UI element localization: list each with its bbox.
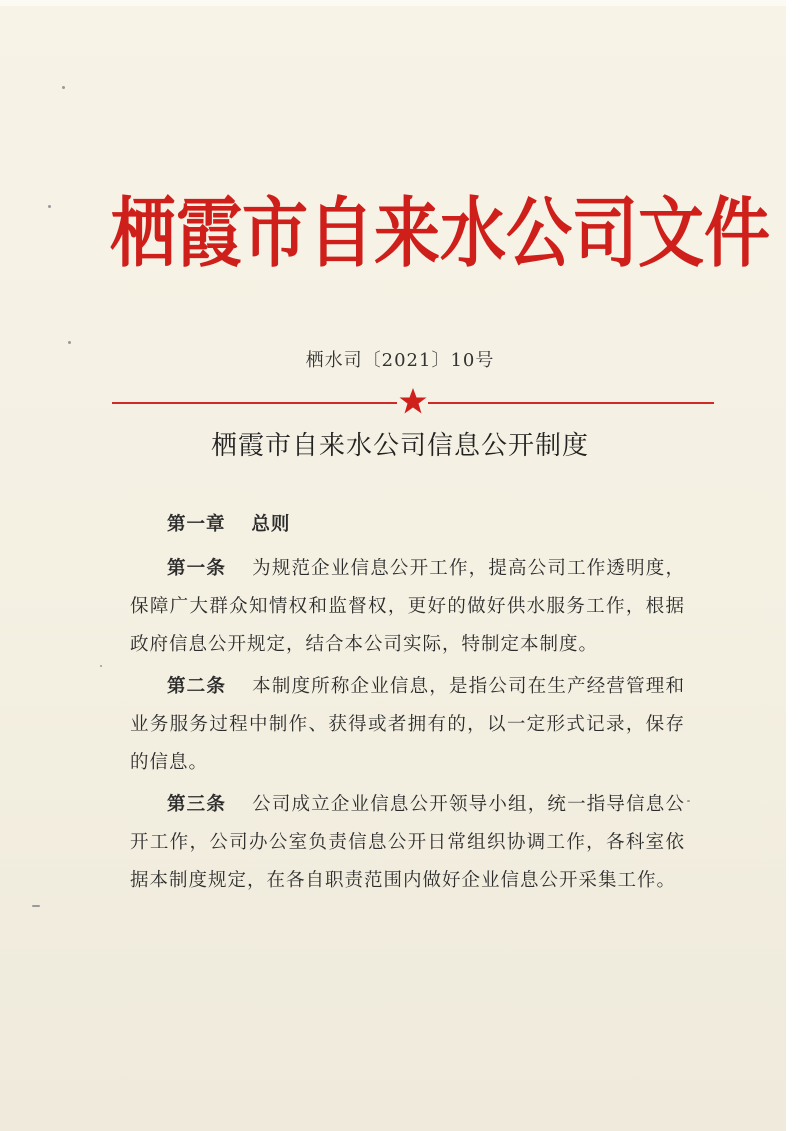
- scan-speck: [687, 800, 690, 802]
- chapter-heading: [130, 506, 685, 544]
- scan-speck: [100, 665, 102, 667]
- article-paragraph: [130, 786, 685, 900]
- article-text: 公司成立企业信息公开领导小组，统一指导信息公开工作，公司办公室负责信息公开日常组织协调工作，各科室依据本制度规定，在各自职责范围内做好企业信息公开采集工作。: [130, 794, 685, 891]
- chapter-name: 总则: [251, 514, 291, 535]
- article-text: 为规范企业信息公开工作，提高公司工作透明度，保障广大群众知情权和监督权，更好的做好供水服务工作，根据政府信息公开规定，结合本公司实际，特制定本制度。: [130, 558, 685, 655]
- masthead-char: 来: [374, 188, 440, 278]
- article-label: 第二条: [167, 676, 227, 697]
- document-number: 栖水司〔2021〕10号: [305, 350, 495, 371]
- masthead-char: 自: [308, 188, 374, 278]
- masthead-char: 文: [638, 188, 704, 278]
- masthead-char: 水: [440, 188, 506, 278]
- article-paragraph: [130, 668, 685, 782]
- masthead-char: 件: [704, 188, 770, 278]
- masthead-char: 司: [572, 188, 638, 278]
- masthead-char: 栖: [110, 188, 176, 278]
- chapter-label: 第一章: [167, 514, 226, 535]
- document-title: 栖霞市自来水公司信息公开制度: [210, 431, 589, 461]
- scan-speck: [62, 86, 65, 89]
- article-label: 第一条: [167, 558, 227, 579]
- scan-speck: [68, 341, 71, 344]
- separator-line-right: [428, 402, 714, 404]
- star-icon: [398, 386, 428, 416]
- masthead-char: 市: [242, 188, 308, 278]
- article-paragraph: [130, 550, 685, 664]
- document-masthead: [110, 178, 770, 288]
- scan-edge-right: [786, 0, 800, 1131]
- separator-line-left: [112, 402, 397, 404]
- masthead-char: 霞: [176, 188, 242, 278]
- scan-speck: [48, 205, 51, 208]
- scan-edge-top: [0, 0, 800, 6]
- article-text: 本制度所称企业信息，是指公司在生产经营管理和业务服务过程中制作、获得或者拥有的，以一定形式记录，保存的信息。: [130, 676, 685, 773]
- article-label: 第三条: [167, 794, 227, 815]
- masthead-char: 公: [506, 188, 572, 278]
- document-body: [130, 506, 685, 904]
- scan-speck: [32, 905, 40, 907]
